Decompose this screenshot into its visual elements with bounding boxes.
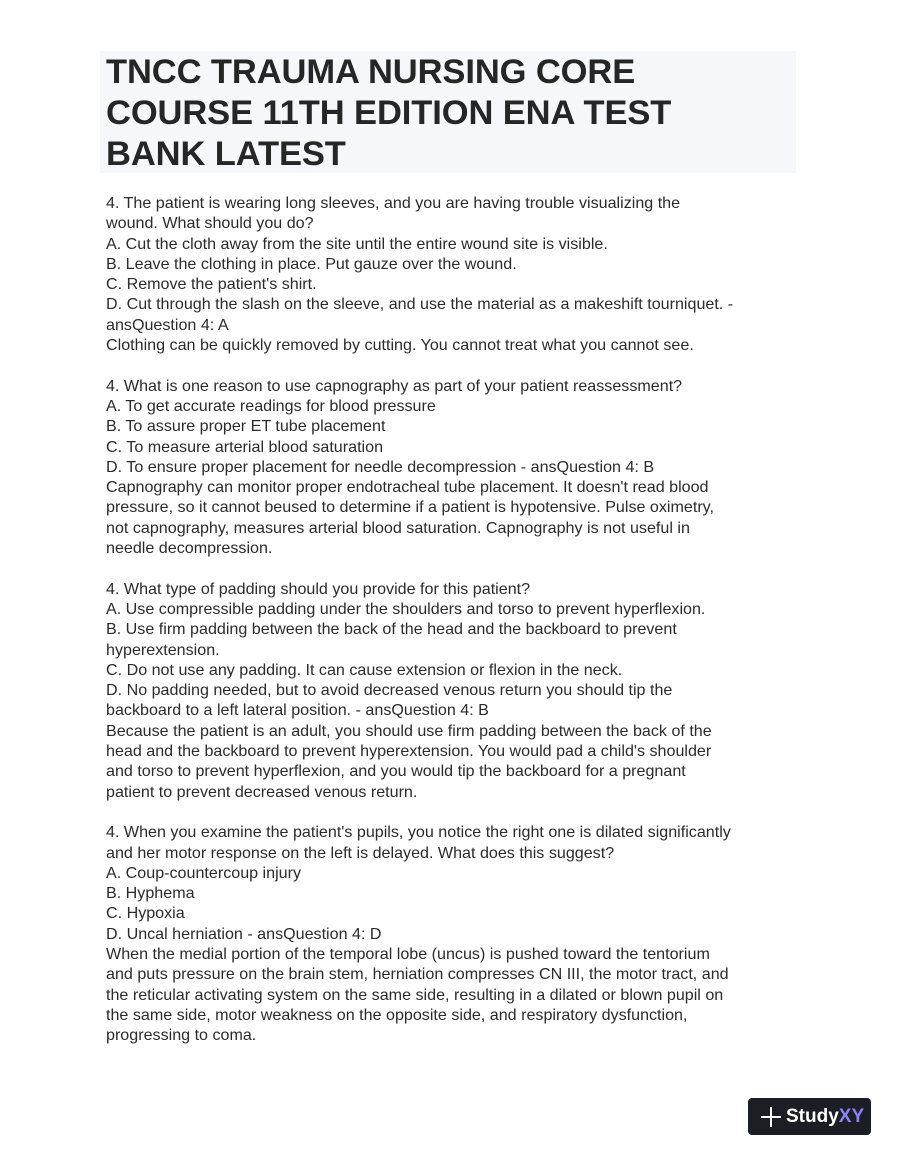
badge-label bbox=[786, 1106, 864, 1128]
question-text-line: D. To ensure proper placement for needle decompression - ansQuestion 4: B bbox=[106, 457, 655, 476]
question-text-line: head and the backboard to prevent hyperextension. You would pad a child's shoulder bbox=[106, 742, 712, 761]
question-text-line: backboard to a left lateral position. - ansQuestion 4: B bbox=[106, 701, 489, 720]
question-text-line: needle decompression. bbox=[106, 539, 273, 558]
question-text-line: hyperextension. bbox=[106, 640, 220, 659]
question-text-line: and torso to prevent hyperflexion, and you would tip the backboard for a pregnant bbox=[106, 762, 686, 781]
document-title bbox=[106, 52, 796, 175]
question-text-line: pressure, so it cannot beused to determine if a patient is hypotensive. Pulse oximetry, bbox=[106, 498, 715, 517]
title-line: TNCC TRAUMA NURSING CORE bbox=[106, 53, 636, 91]
badge-label-study: Study bbox=[786, 1105, 839, 1127]
question-text-line: A. Use compressible padding under the shoulders and torso to prevent hyperflexion. bbox=[106, 599, 706, 618]
question-text-line: D. No padding needed, but to avoid decreased venous return you should tip the bbox=[106, 681, 673, 700]
question-text-line: C. To measure arterial blood saturation bbox=[106, 437, 384, 456]
badge-label-xy: XY bbox=[838, 1105, 865, 1127]
question-text-line: When the medial portion of the temporal lobe (uncus) is pushed toward the tentorium bbox=[106, 944, 710, 963]
question-text-line: C. Remove the patient's shirt. bbox=[106, 275, 317, 294]
question-text-line: D. Cut through the slash on the sleeve, and use the material as a makeshift tourniquet. - bbox=[106, 295, 734, 314]
question-block bbox=[106, 822, 806, 1045]
title-line: BANK LATEST bbox=[106, 135, 346, 173]
question-block bbox=[106, 193, 806, 355]
question-block bbox=[106, 579, 806, 802]
studyxy-badge[interactable] bbox=[748, 1098, 871, 1135]
title-line: COURSE 11TH EDITION ENA TEST bbox=[106, 94, 672, 132]
question-text-line: the reticular activating system on the same side, resulting in a dilated or blown pupil on bbox=[106, 985, 724, 1004]
question-text-line: B. Use firm padding between the back of the head and the backboard to prevent bbox=[106, 620, 677, 639]
question-text-line: B. Leave the clothing in place. Put gauze over the wound. bbox=[106, 254, 517, 273]
question-text-line: progressing to coma. bbox=[106, 1026, 257, 1045]
document-body bbox=[106, 193, 806, 1066]
question-text-line: wound. What should you do? bbox=[106, 214, 314, 233]
question-text-line: Capnography can monitor proper endotracheal tube placement. It doesn't read blood bbox=[106, 478, 709, 497]
question-text-line: Because the patient is an adult, you should use firm padding between the back of the bbox=[106, 721, 712, 740]
question-text-line: and puts pressure on the brain stem, herniation compresses CN III, the motor tract, and bbox=[106, 965, 729, 984]
plus-icon bbox=[760, 1106, 782, 1128]
question-text-line: C. Hypoxia bbox=[106, 904, 185, 923]
question-text-line: not capnography, measures arterial blood saturation. Capnography is not useful in bbox=[106, 518, 690, 537]
question-text-line: Clothing can be quickly removed by cutting. You cannot treat what you cannot see. bbox=[106, 336, 694, 355]
question-text-line: the same side, motor weakness on the opposite side, and respiratory dysfunction, bbox=[106, 1005, 688, 1024]
question-text-line: 4. When you examine the patient's pupils, you notice the right one is dilated significantly bbox=[106, 823, 731, 842]
question-text-line: 4. What is one reason to use capnography as part of your patient reassessment? bbox=[106, 376, 683, 395]
question-text-line: 4. The patient is wearing long sleeves, and you are having trouble visualizing the bbox=[106, 194, 681, 212]
question-text-line: B. To assure proper ET tube placement bbox=[106, 417, 386, 436]
question-text-line: A. To get accurate readings for blood pressure bbox=[106, 396, 436, 415]
question-text-line: A. Cut the cloth away from the site until the entire wound site is visible. bbox=[106, 234, 608, 253]
question-text-line: B. Hyphema bbox=[106, 884, 195, 903]
question-text-line: A. Coup-countercoup injury bbox=[106, 863, 302, 882]
question-text-line: and her motor response on the left is delayed. What does this suggest? bbox=[106, 843, 615, 862]
question-text-line: D. Uncal herniation - ansQuestion 4: D bbox=[106, 924, 382, 943]
question-text-line: 4. What type of padding should you provide for this patient? bbox=[106, 579, 531, 598]
question-text-line: patient to prevent decreased venous return. bbox=[106, 782, 418, 801]
question-text-line: C. Do not use any padding. It can cause extension or flexion in the neck. bbox=[106, 660, 623, 679]
question-text-line: ansQuestion 4: A bbox=[106, 315, 229, 334]
question-block bbox=[106, 376, 806, 559]
